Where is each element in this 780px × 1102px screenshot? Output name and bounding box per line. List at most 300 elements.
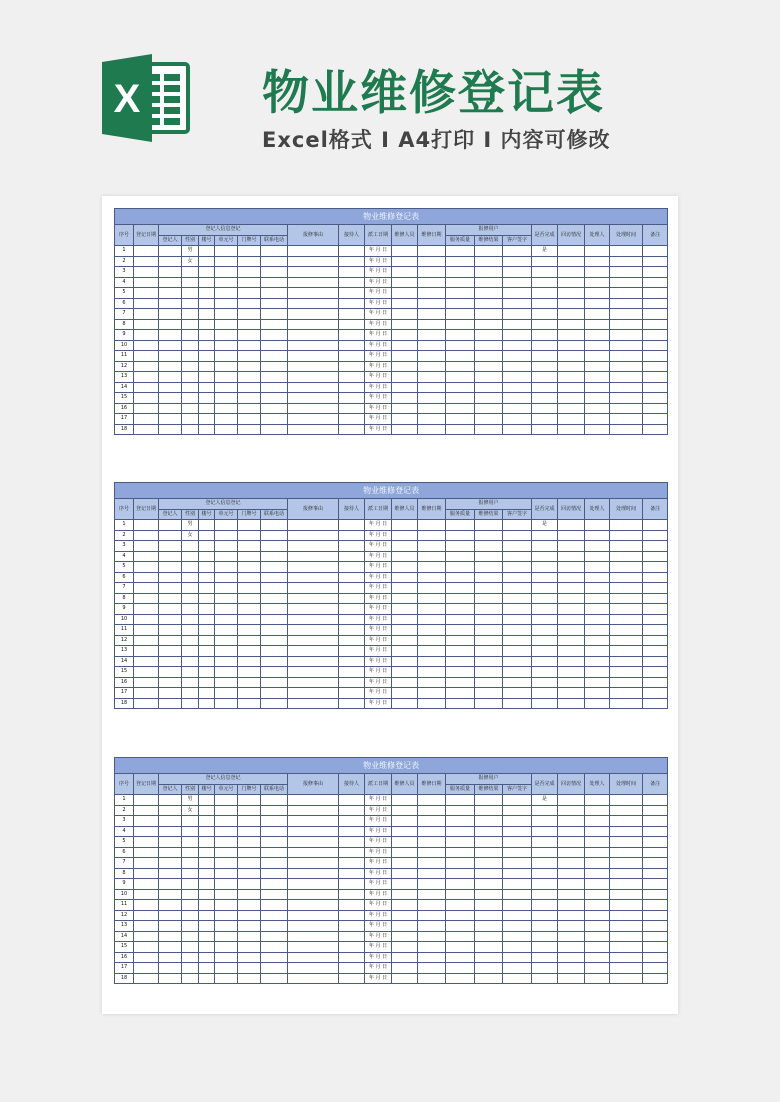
table-cell[interactable] (475, 837, 503, 848)
table-cell[interactable] (339, 277, 365, 288)
table-cell[interactable] (558, 826, 585, 837)
table-cell[interactable] (558, 414, 585, 425)
table-cell[interactable] (339, 910, 365, 921)
table-cell[interactable] (288, 614, 339, 625)
table-cell[interactable] (238, 541, 261, 552)
table-cell[interactable] (558, 646, 585, 657)
table-cell[interactable] (199, 562, 215, 573)
table-cell[interactable] (134, 256, 159, 267)
dispatch-date-cell[interactable]: 年 月 日 (365, 288, 392, 299)
table-cell[interactable] (610, 698, 643, 709)
table-cell[interactable] (503, 372, 532, 383)
table-cell[interactable] (418, 593, 446, 604)
table-cell[interactable] (134, 826, 159, 837)
table-cell[interactable] (238, 256, 261, 267)
table-cell[interactable] (610, 646, 643, 657)
table-cell[interactable] (134, 246, 159, 257)
table-cell[interactable] (418, 952, 446, 963)
table-cell[interactable] (643, 910, 668, 921)
table-cell[interactable] (199, 372, 215, 383)
table-cell[interactable] (392, 267, 418, 278)
table-cell[interactable] (446, 688, 475, 699)
table-cell[interactable] (134, 688, 159, 699)
table-cell[interactable] (643, 688, 668, 699)
table-cell[interactable] (558, 541, 585, 552)
table-cell[interactable] (610, 403, 643, 414)
table-cell[interactable] (238, 351, 261, 362)
table-cell[interactable] (532, 361, 558, 372)
table-cell[interactable] (199, 805, 215, 816)
table-cell[interactable] (182, 572, 199, 583)
table-cell[interactable] (199, 530, 215, 541)
table-cell[interactable] (475, 583, 503, 594)
table-cell[interactable] (261, 288, 288, 299)
table-cell[interactable] (288, 382, 339, 393)
table-cell[interactable] (339, 424, 365, 435)
table-cell[interactable] (585, 635, 610, 646)
table-cell[interactable] (585, 942, 610, 953)
table-cell[interactable] (446, 805, 475, 816)
table-cell[interactable] (261, 963, 288, 974)
table-cell[interactable] (261, 879, 288, 890)
table-cell[interactable] (339, 868, 365, 879)
table-cell[interactable] (392, 246, 418, 257)
table-cell[interactable] (215, 625, 238, 636)
table-cell[interactable] (215, 424, 238, 435)
table-cell[interactable] (182, 921, 199, 932)
table-cell[interactable] (532, 583, 558, 594)
table-cell[interactable] (503, 688, 532, 699)
table-cell[interactable] (199, 361, 215, 372)
table-cell[interactable] (446, 921, 475, 932)
table-cell[interactable] (643, 931, 668, 942)
table-cell[interactable] (503, 677, 532, 688)
table-cell[interactable] (159, 414, 182, 425)
table-cell[interactable] (238, 424, 261, 435)
table-cell[interactable] (643, 414, 668, 425)
table-cell[interactable] (503, 361, 532, 372)
table-cell[interactable] (215, 593, 238, 604)
table-cell[interactable] (339, 963, 365, 974)
table-cell[interactable] (446, 288, 475, 299)
table-cell[interactable] (339, 414, 365, 425)
table-cell[interactable] (288, 667, 339, 678)
completed-cell[interactable]: 是 (532, 246, 558, 257)
table-cell[interactable] (134, 319, 159, 330)
table-cell[interactable] (134, 309, 159, 320)
table-cell[interactable] (339, 952, 365, 963)
table-cell[interactable] (238, 963, 261, 974)
table-cell[interactable] (446, 889, 475, 900)
table-cell[interactable] (558, 952, 585, 963)
table-cell[interactable] (643, 952, 668, 963)
table-cell[interactable] (446, 256, 475, 267)
table-cell[interactable] (503, 572, 532, 583)
table-cell[interactable] (339, 858, 365, 869)
table-cell[interactable] (446, 795, 475, 806)
table-cell[interactable] (558, 677, 585, 688)
gender-cell[interactable]: 女 (182, 530, 199, 541)
table-cell[interactable] (475, 520, 503, 531)
table-cell[interactable] (558, 805, 585, 816)
table-cell[interactable] (643, 805, 668, 816)
table-cell[interactable] (503, 625, 532, 636)
table-cell[interactable] (238, 593, 261, 604)
table-cell[interactable] (475, 795, 503, 806)
table-cell[interactable] (392, 340, 418, 351)
table-cell[interactable] (503, 403, 532, 414)
table-cell[interactable] (261, 625, 288, 636)
table-cell[interactable] (199, 837, 215, 848)
table-cell[interactable] (238, 931, 261, 942)
table-cell[interactable] (392, 868, 418, 879)
table-cell[interactable] (585, 298, 610, 309)
table-cell[interactable] (585, 973, 610, 984)
table-cell[interactable] (643, 656, 668, 667)
table-cell[interactable] (159, 393, 182, 404)
table-cell[interactable] (532, 921, 558, 932)
table-cell[interactable] (288, 372, 339, 383)
table-cell[interactable] (446, 931, 475, 942)
table-cell[interactable] (261, 246, 288, 257)
table-cell[interactable] (199, 952, 215, 963)
table-cell[interactable] (643, 816, 668, 827)
table-cell[interactable] (199, 246, 215, 257)
table-cell[interactable] (585, 931, 610, 942)
table-cell[interactable] (199, 330, 215, 341)
table-cell[interactable] (339, 826, 365, 837)
dispatch-date-cell[interactable]: 年 月 日 (365, 424, 392, 435)
table-cell[interactable] (643, 826, 668, 837)
completed-cell[interactable]: 是 (532, 795, 558, 806)
table-cell[interactable] (503, 646, 532, 657)
table-cell[interactable] (503, 868, 532, 879)
dispatch-date-cell[interactable]: 年 月 日 (365, 530, 392, 541)
table-cell[interactable] (288, 403, 339, 414)
dispatch-date-cell[interactable]: 年 月 日 (365, 698, 392, 709)
table-cell[interactable] (532, 530, 558, 541)
table-cell[interactable] (418, 330, 446, 341)
table-cell[interactable] (238, 414, 261, 425)
table-cell[interactable] (159, 267, 182, 278)
table-cell[interactable] (418, 583, 446, 594)
table-cell[interactable] (238, 393, 261, 404)
dispatch-date-cell[interactable]: 年 月 日 (365, 942, 392, 953)
table-cell[interactable] (532, 298, 558, 309)
table-cell[interactable] (475, 330, 503, 341)
table-cell[interactable] (475, 530, 503, 541)
table-cell[interactable] (418, 698, 446, 709)
table-cell[interactable] (288, 625, 339, 636)
dispatch-date-cell[interactable]: 年 月 日 (365, 330, 392, 341)
table-cell[interactable] (418, 858, 446, 869)
table-cell[interactable] (199, 541, 215, 552)
table-cell[interactable] (532, 826, 558, 837)
dispatch-date-cell[interactable]: 年 月 日 (365, 910, 392, 921)
table-cell[interactable] (585, 256, 610, 267)
table-cell[interactable] (643, 942, 668, 953)
dispatch-date-cell[interactable]: 年 月 日 (365, 256, 392, 267)
table-cell[interactable] (643, 879, 668, 890)
table-cell[interactable] (532, 837, 558, 848)
table-cell[interactable] (288, 837, 339, 848)
table-cell[interactable] (532, 414, 558, 425)
table-cell[interactable] (261, 330, 288, 341)
table-cell[interactable] (503, 393, 532, 404)
table-cell[interactable] (134, 361, 159, 372)
table-cell[interactable] (532, 393, 558, 404)
table-cell[interactable] (503, 520, 532, 531)
table-cell[interactable] (215, 795, 238, 806)
table-cell[interactable] (418, 277, 446, 288)
table-cell[interactable] (261, 277, 288, 288)
table-cell[interactable] (532, 614, 558, 625)
table-cell[interactable] (503, 541, 532, 552)
table-cell[interactable] (475, 277, 503, 288)
table-cell[interactable] (585, 952, 610, 963)
table-cell[interactable] (339, 246, 365, 257)
table-cell[interactable] (643, 604, 668, 615)
table-cell[interactable] (610, 267, 643, 278)
table-cell[interactable] (558, 604, 585, 615)
table-cell[interactable] (261, 403, 288, 414)
table-cell[interactable] (475, 973, 503, 984)
table-cell[interactable] (585, 625, 610, 636)
table-cell[interactable] (182, 698, 199, 709)
table-cell[interactable] (215, 931, 238, 942)
table-cell[interactable] (532, 900, 558, 911)
table-cell[interactable] (134, 551, 159, 562)
table-cell[interactable] (339, 572, 365, 583)
table-cell[interactable] (532, 330, 558, 341)
dispatch-date-cell[interactable]: 年 月 日 (365, 656, 392, 667)
table-cell[interactable] (446, 625, 475, 636)
table-cell[interactable] (288, 562, 339, 573)
table-cell[interactable] (643, 868, 668, 879)
table-cell[interactable] (134, 393, 159, 404)
table-cell[interactable] (134, 921, 159, 932)
table-cell[interactable] (238, 277, 261, 288)
table-cell[interactable] (199, 351, 215, 362)
table-cell[interactable] (503, 816, 532, 827)
table-cell[interactable] (585, 688, 610, 699)
table-cell[interactable] (261, 847, 288, 858)
table-cell[interactable] (418, 805, 446, 816)
table-cell[interactable] (134, 288, 159, 299)
table-cell[interactable] (238, 614, 261, 625)
table-cell[interactable] (532, 656, 558, 667)
table-cell[interactable] (503, 656, 532, 667)
table-cell[interactable] (215, 900, 238, 911)
table-cell[interactable] (475, 635, 503, 646)
table-cell[interactable] (418, 889, 446, 900)
table-cell[interactable] (475, 351, 503, 362)
table-cell[interactable] (159, 351, 182, 362)
table-cell[interactable] (261, 541, 288, 552)
table-cell[interactable] (288, 921, 339, 932)
table-cell[interactable] (261, 520, 288, 531)
table-cell[interactable] (610, 816, 643, 827)
table-cell[interactable] (475, 309, 503, 320)
table-cell[interactable] (392, 826, 418, 837)
table-cell[interactable] (288, 351, 339, 362)
table-cell[interactable] (159, 288, 182, 299)
table-cell[interactable] (261, 340, 288, 351)
table-cell[interactable] (446, 667, 475, 678)
table-cell[interactable] (503, 889, 532, 900)
table-cell[interactable] (261, 256, 288, 267)
table-cell[interactable] (238, 520, 261, 531)
table-cell[interactable] (215, 351, 238, 362)
table-cell[interactable] (532, 424, 558, 435)
table-cell[interactable] (418, 604, 446, 615)
table-cell[interactable] (199, 288, 215, 299)
table-cell[interactable] (182, 677, 199, 688)
table-cell[interactable] (182, 424, 199, 435)
table-cell[interactable] (159, 625, 182, 636)
table-cell[interactable] (134, 677, 159, 688)
table-cell[interactable] (418, 298, 446, 309)
table-cell[interactable] (585, 900, 610, 911)
table-cell[interactable] (418, 361, 446, 372)
table-cell[interactable] (238, 858, 261, 869)
table-cell[interactable] (261, 837, 288, 848)
table-cell[interactable] (643, 635, 668, 646)
table-cell[interactable] (238, 646, 261, 657)
table-cell[interactable] (238, 837, 261, 848)
table-cell[interactable] (182, 361, 199, 372)
table-cell[interactable] (610, 889, 643, 900)
table-cell[interactable] (215, 698, 238, 709)
gender-cell[interactable]: 男 (182, 246, 199, 257)
dispatch-date-cell[interactable]: 年 月 日 (365, 635, 392, 646)
table-cell[interactable] (475, 403, 503, 414)
table-cell[interactable] (159, 340, 182, 351)
table-cell[interactable] (238, 340, 261, 351)
table-cell[interactable] (134, 424, 159, 435)
table-cell[interactable] (238, 403, 261, 414)
table-cell[interactable] (339, 635, 365, 646)
table-cell[interactable] (418, 551, 446, 562)
table-cell[interactable] (532, 816, 558, 827)
table-cell[interactable] (532, 698, 558, 709)
table-cell[interactable] (182, 973, 199, 984)
table-cell[interactable] (134, 858, 159, 869)
table-cell[interactable] (159, 805, 182, 816)
table-cell[interactable] (261, 858, 288, 869)
table-cell[interactable] (215, 340, 238, 351)
table-cell[interactable] (446, 952, 475, 963)
table-cell[interactable] (532, 403, 558, 414)
dispatch-date-cell[interactable]: 年 月 日 (365, 973, 392, 984)
table-cell[interactable] (585, 698, 610, 709)
table-cell[interactable] (134, 614, 159, 625)
table-cell[interactable] (288, 889, 339, 900)
table-cell[interactable] (134, 635, 159, 646)
gender-cell[interactable]: 男 (182, 520, 199, 531)
table-cell[interactable] (261, 572, 288, 583)
table-cell[interactable] (585, 858, 610, 869)
table-cell[interactable] (339, 805, 365, 816)
table-cell[interactable] (261, 604, 288, 615)
table-cell[interactable] (610, 361, 643, 372)
table-cell[interactable] (288, 805, 339, 816)
table-cell[interactable] (643, 677, 668, 688)
table-cell[interactable] (159, 900, 182, 911)
table-cell[interactable] (643, 256, 668, 267)
table-cell[interactable] (532, 635, 558, 646)
table-cell[interactable] (134, 583, 159, 594)
table-cell[interactable] (238, 656, 261, 667)
table-cell[interactable] (134, 298, 159, 309)
table-cell[interactable] (182, 551, 199, 562)
table-cell[interactable] (503, 424, 532, 435)
table-cell[interactable] (503, 847, 532, 858)
table-cell[interactable] (558, 667, 585, 678)
table-cell[interactable] (392, 973, 418, 984)
table-cell[interactable] (475, 858, 503, 869)
table-cell[interactable] (392, 572, 418, 583)
table-cell[interactable] (643, 330, 668, 341)
dispatch-date-cell[interactable]: 年 月 日 (365, 593, 392, 604)
table-cell[interactable] (288, 340, 339, 351)
table-cell[interactable] (238, 868, 261, 879)
table-cell[interactable] (503, 973, 532, 984)
table-cell[interactable] (418, 667, 446, 678)
table-cell[interactable] (643, 667, 668, 678)
table-cell[interactable] (503, 698, 532, 709)
table-cell[interactable] (392, 593, 418, 604)
table-cell[interactable] (585, 267, 610, 278)
table-cell[interactable] (532, 952, 558, 963)
gender-cell[interactable]: 女 (182, 805, 199, 816)
table-cell[interactable] (182, 583, 199, 594)
table-cell[interactable] (532, 551, 558, 562)
table-cell[interactable] (215, 847, 238, 858)
table-cell[interactable] (585, 382, 610, 393)
table-cell[interactable] (159, 688, 182, 699)
dispatch-date-cell[interactable]: 年 月 日 (365, 403, 392, 414)
table-cell[interactable] (182, 625, 199, 636)
table-cell[interactable] (215, 414, 238, 425)
table-cell[interactable] (610, 382, 643, 393)
table-cell[interactable] (215, 572, 238, 583)
table-cell[interactable] (199, 942, 215, 953)
table-cell[interactable] (503, 562, 532, 573)
table-cell[interactable] (288, 319, 339, 330)
dispatch-date-cell[interactable]: 年 月 日 (365, 614, 392, 625)
table-cell[interactable] (532, 277, 558, 288)
table-cell[interactable] (392, 298, 418, 309)
table-cell[interactable] (610, 298, 643, 309)
table-cell[interactable] (475, 667, 503, 678)
table-cell[interactable] (558, 593, 585, 604)
table-cell[interactable] (261, 816, 288, 827)
table-cell[interactable] (418, 372, 446, 383)
table-cell[interactable] (418, 847, 446, 858)
table-cell[interactable] (643, 625, 668, 636)
table-cell[interactable] (610, 900, 643, 911)
table-cell[interactable] (215, 614, 238, 625)
table-cell[interactable] (418, 351, 446, 362)
table-cell[interactable] (134, 889, 159, 900)
table-cell[interactable] (610, 372, 643, 383)
table-cell[interactable] (261, 351, 288, 362)
table-cell[interactable] (339, 288, 365, 299)
table-cell[interactable] (446, 246, 475, 257)
table-cell[interactable] (288, 288, 339, 299)
table-cell[interactable] (215, 805, 238, 816)
